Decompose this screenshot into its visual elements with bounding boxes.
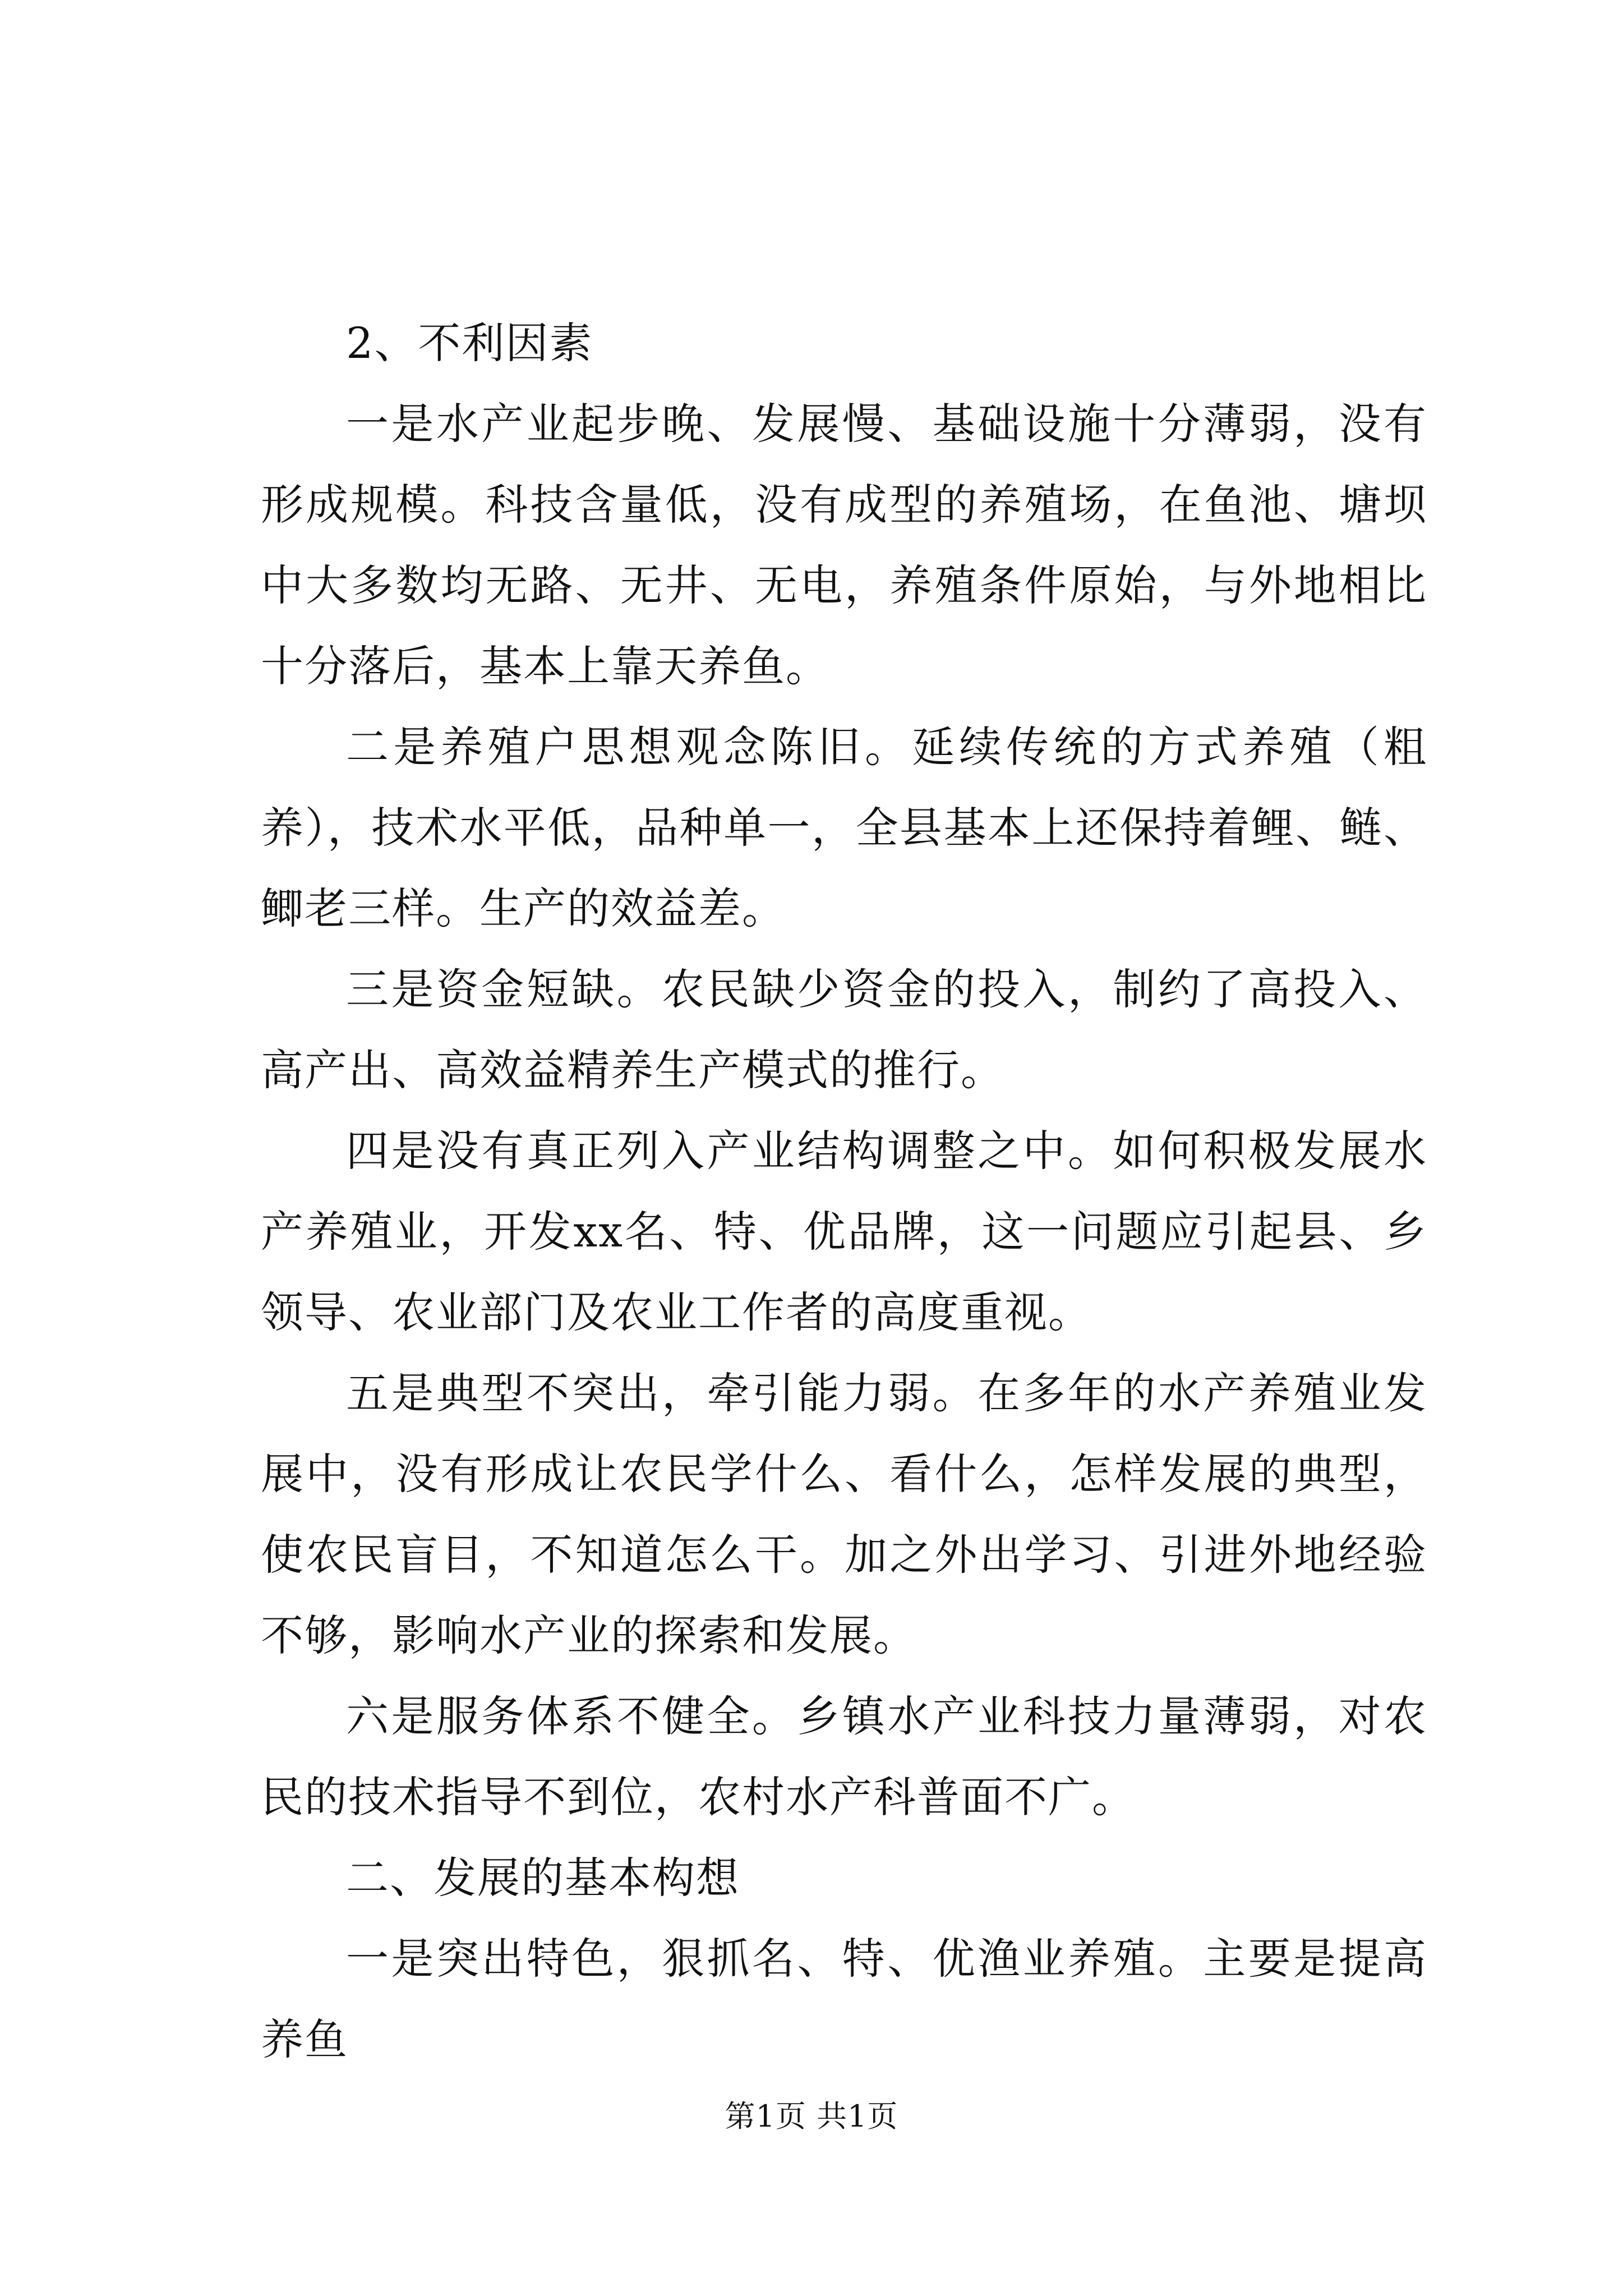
paragraph-point-1: 一是水产业起步晚、发展慢、基础设施十分薄弱，没有形成规模。科技含量低，没有成型的养殖场，在鱼池、塘坝中大多数均无路、无井、无电，养殖条件原始，与外地相比十分落后，基本上靠天养鱼。: [261, 399, 1427, 691]
page-footer: 第1页 共1页: [725, 2099, 898, 2134]
paragraph-point-3: 三是资金短缺。农民缺少资金的投入，制约了高投入、高产出、高效益精养生产模式的推行。: [261, 964, 1427, 1095]
paragraph-point-6: 六是服务体系不健全。乡镇水产业科技力量薄弱，对农民的技术指导不到位，农村水产科普面不广。: [261, 1691, 1427, 1822]
paragraph-point-2: 二是养殖户思想观念陈旧。延续传统的方式养殖（粗养），技术水平低，品种单一，全县基本上还保持着鲤、鲢、鲫老三样。生产的效益差。: [261, 722, 1427, 933]
paragraph-point-5: 五是典型不突出，牵引能力弱。在多年的水产养殖业发展中，没有形成让农民学什么、看什么，怎样发展的典型，使农民盲目，不知道怎么干。加之外出学习、引进外地经验不够，影响水产业的探索和发展。: [261, 1368, 1427, 1660]
paragraph-idea-1: 一是突出特色，狠抓名、特、优渔业养殖。主要是提高养鱼: [261, 1934, 1427, 2064]
paragraph-point-4: 四是没有真正列入产业结构调整之中。如何积极发展水产养殖业，开发xx名、特、优品牌，这一问题应引起县、乡领导、农业部门及农业工作者的高度重视。: [261, 1126, 1427, 1337]
document-body: [261, 303, 1427, 2080]
section-heading-basic-ideas: 二、发展的基本构想: [346, 1853, 740, 1903]
subheading-unfavorable-factors: 2、不利因素: [346, 318, 593, 368]
